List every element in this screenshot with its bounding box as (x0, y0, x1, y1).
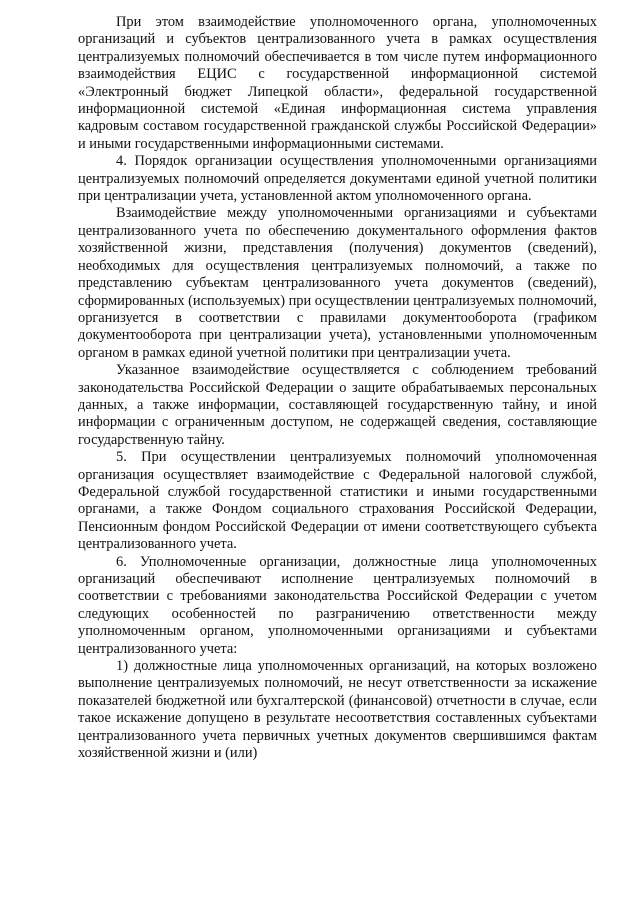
paragraph-item-4: 4. Порядок организации осуществления уполномоченными организациями централизуемых полномочий определяется документами единой учетной политики при централизации учета, установленной актом уполномоченного органа. (78, 153, 597, 205)
paragraph-data-protection: Указанное взаимодействие осуществляется с соблюдением требований законодательства Российской Федерации о защите обрабатываемых персональных данных, а также информации, составляющей государственную тайну, и иной информации с ограниченным доступом, не содержащей сведения, составляющие государственную тайну. (78, 362, 597, 448)
paragraph-document-flow: Взаимодействие между уполномоченными организациями и субъектами централизованного учета по обеспечению документального оформления фактов хозяйственной жизни, представления (получения) документов (сведений), необходимых для осуществления централизуемых полномочий, а также по представлению субъектам централизованного учета документов (сведений), сформированных (используемых) при осуществлении централизуемых полномочий, организуется в соответствии с правилами документооборота (графиком документооборота при централизации учета), установленными уполномоченным органом в рамках единой учетной политики при централизации учета. (78, 205, 597, 361)
paragraph-subitem-1: 1) должностные лица уполномоченных организаций, на которых возложено выполнение централизуемых полномочий, не несут ответственности за искажение показателей бюджетной или бухгалтерской (финансовой) отчетности в случае, если такое искажение допущено в результате несоответствия составленных субъектами централизованного учета первичных учетных документов свершившимся фактам хозяйственной жизни и (или) (78, 658, 597, 762)
paragraph-item-5: 5. При осуществлении централизуемых полномочий уполномоченная организация осуществляет взаимодействие с Федеральной налоговой службой, Федеральной службой государственной статистики и иными государственными органами, а также Фондом социального страхования Российской Федерации, Пенсионным фондом Российской Федерации от имени соответствующего субъекта централизованного учета. (78, 449, 597, 553)
paragraph-information-interaction: При этом взаимодействие уполномоченного органа, уполномоченных организаций и субъектов централизованного учета в рамках осуществления централизуемых полномочий обеспечивается в том числе путем информационного взаимодействия ЕЦИС с государственной информационной системой «Электронный бюджет Липецкой области», федеральной государственной информационной системой «Единая информационная система управления кадровым составом государственной гражданской службы Российской Федерации» и иными государственными информационными системами. (78, 14, 597, 152)
paragraph-item-6: 6. Уполномоченные организации, должностные лица уполномоченных организаций обеспечивают исполнение централизуемых полномочий в соответствии с требованиями законодательства Российской Федерации с учетом следующих особенностей по разграничению ответственности между уполномоченным органом, уполномоченными организациями и субъектами централизованного учета: (78, 553, 597, 657)
document-page (78, 14, 597, 762)
